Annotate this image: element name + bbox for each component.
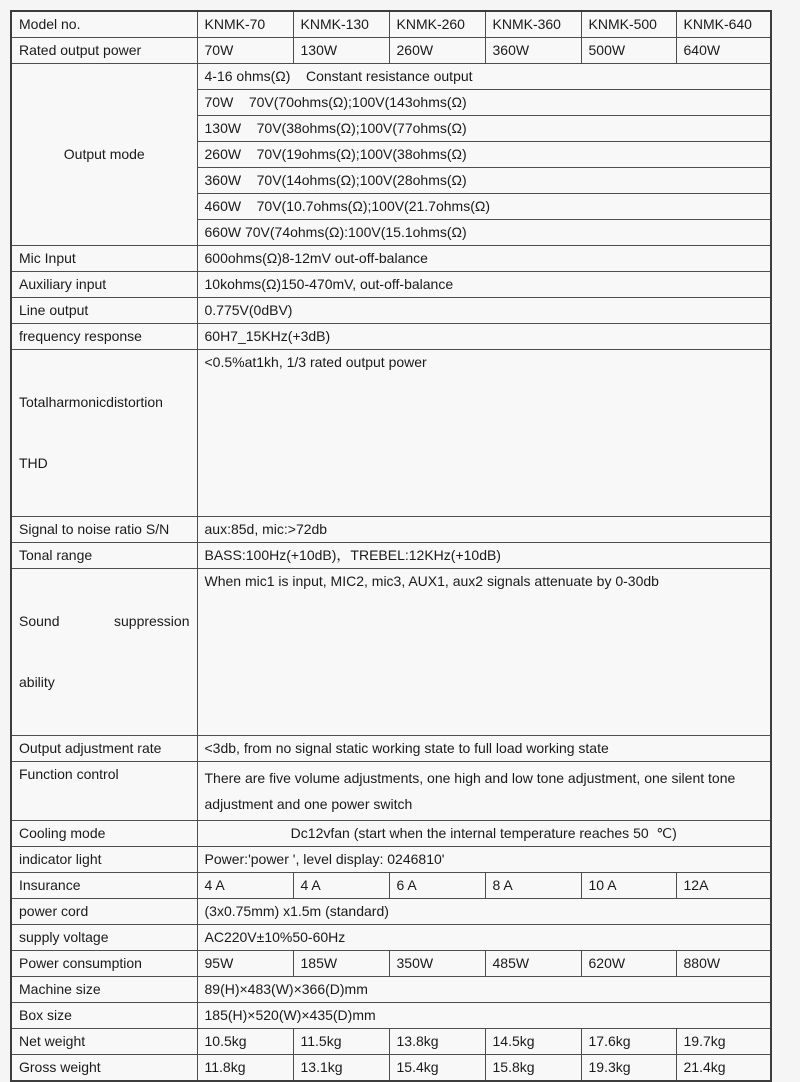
value-cell: 14.5kg [485, 1029, 581, 1055]
value-cell: 185(H)×520(W)×435(D)mm [197, 1003, 771, 1029]
row-model-no [11, 11, 771, 38]
row-tonal-range [11, 543, 771, 569]
value-cell: 460W 70V(10.7ohms(Ω);100V(21.7ohms(Ω) [197, 194, 771, 220]
value-cell: 880W [676, 951, 771, 977]
row-machine-size [11, 977, 771, 1003]
row-label: Gross weight [11, 1055, 197, 1082]
value-cell: 0.775V(0dBV) [197, 298, 771, 324]
row-label: Output mode [11, 64, 197, 246]
row-box-size [11, 1003, 771, 1029]
value-cell: 15.4kg [389, 1055, 485, 1082]
row-power-consumption [11, 951, 771, 977]
value-cell: Power:'power ', level display: 0246810' [197, 847, 771, 873]
value-cell: 4 A [197, 873, 293, 899]
row-label: Output adjustment rate [11, 736, 197, 762]
row-label: power cord [11, 899, 197, 925]
row-insurance [11, 873, 771, 899]
row-label [11, 569, 197, 736]
row-label-word: suppression [114, 613, 190, 629]
row-output-adjustment-rate [11, 736, 771, 762]
row-label: Model no. [11, 11, 197, 38]
row-label: indicator light [11, 847, 197, 873]
value-cell: 60H7_15KHz(+3dB) [197, 324, 771, 350]
value-cell: 8 A [485, 873, 581, 899]
value-cell: (3x0.75mm) x1.5m (standard) [197, 899, 771, 925]
value-cell: 260W 70V(19ohms(Ω);100V(38ohms(Ω) [197, 142, 771, 168]
value-cell: 600ohms(Ω)8-12mV out-off-balance [197, 246, 771, 272]
row-label-line: ability [19, 674, 55, 690]
row-output-mode [11, 64, 771, 90]
row-label: Net weight [11, 1029, 197, 1055]
row-label [11, 350, 197, 517]
value-cell: 350W [389, 951, 485, 977]
value-cell: aux:85d, mic:>72db [197, 517, 771, 543]
row-rated-output-power [11, 38, 771, 64]
value-cell: 4-16 ohms(Ω) Constant resistance output [197, 64, 771, 90]
row-signal-to-noise [11, 517, 771, 543]
value-cell: 13.8kg [389, 1029, 485, 1055]
row-label: Line output [11, 298, 197, 324]
row-label-line [19, 610, 190, 633]
value-cell: 19.3kg [581, 1055, 676, 1082]
value-cell: 485W [485, 951, 581, 977]
row-power-cord [11, 899, 771, 925]
row-label: Power consumption [11, 951, 197, 977]
value-cell: 10kohms(Ω)150-470mV, out-off-balance [197, 272, 771, 298]
value-cell: 360W [485, 38, 581, 64]
row-frequency-response [11, 324, 771, 350]
value-cell: 13.1kg [293, 1055, 389, 1082]
row-function-control [11, 762, 771, 821]
column-header-cell: KNMK-260 [389, 11, 485, 38]
value-cell: 11.5kg [293, 1029, 389, 1055]
value-cell: There are five volume adjustments, one high and low tone adjustment, one silent tone adjustment and one power switch [197, 762, 771, 821]
value-cell: 10 A [581, 873, 676, 899]
value-cell: 660W 70V(74ohms(Ω):100V(15.1ohms(Ω) [197, 220, 771, 246]
column-header-cell: KNMK-130 [293, 11, 389, 38]
column-header-cell: KNMK-500 [581, 11, 676, 38]
value-cell: 70W 70V(70ohms(Ω);100V(143ohms(Ω) [197, 90, 771, 116]
value-cell: 640W [676, 38, 771, 64]
value-cell: AC220V±10%50-60Hz [197, 925, 771, 951]
row-label: Function control [11, 762, 197, 821]
value-cell: 130W [293, 38, 389, 64]
column-header-cell: KNMK-640 [676, 11, 771, 38]
row-supply-voltage [11, 925, 771, 951]
value-cell: 95W [197, 951, 293, 977]
value-cell: <0.5%at1kh, 1/3 rated output power [197, 350, 771, 517]
spec-sheet [10, 10, 772, 1082]
row-cooling-mode [11, 821, 771, 847]
value-cell: 360W 70V(14ohms(Ω);100V(28ohms(Ω) [197, 168, 771, 194]
value-cell: 11.8kg [197, 1055, 293, 1082]
row-indicator-light [11, 847, 771, 873]
row-label: supply voltage [11, 925, 197, 951]
value-cell: 89(H)×483(W)×366(D)mm [197, 977, 771, 1003]
value-cell: Dc12vfan (start when the internal temperature reaches 50 ℃) [197, 821, 771, 847]
row-label: Insurance [11, 873, 197, 899]
row-label: Machine size [11, 977, 197, 1003]
value-cell: 6 A [389, 873, 485, 899]
value-cell: 21.4kg [676, 1055, 771, 1082]
row-sound-suppression [11, 569, 771, 736]
row-label-line: THD [19, 455, 48, 471]
value-cell: BASS:100Hz(+10dB)，TREBEL:12KHz(+10dB) [197, 543, 771, 569]
row-gross-weight [11, 1055, 771, 1082]
row-net-weight [11, 1029, 771, 1055]
value-cell: 260W [389, 38, 485, 64]
value-cell: When mic1 is input, MIC2, mic3, AUX1, aux2 signals attenuate by 0-30db [197, 569, 771, 736]
row-label: frequency response [11, 324, 197, 350]
row-label-line: Totalharmonicdistortion [19, 394, 163, 410]
value-cell: 19.7kg [676, 1029, 771, 1055]
row-label: Mic Input [11, 246, 197, 272]
row-label: Cooling mode [11, 821, 197, 847]
row-mic-input [11, 246, 771, 272]
row-label: Tonal range [11, 543, 197, 569]
row-label: Auxiliary input [11, 272, 197, 298]
value-cell: <3db, from no signal static working state to full load working state [197, 736, 771, 762]
row-line-output [11, 298, 771, 324]
value-cell: 15.8kg [485, 1055, 581, 1082]
row-label: Signal to noise ratio S/N [11, 517, 197, 543]
value-cell: 70W [197, 38, 293, 64]
value-cell: 12A [676, 873, 771, 899]
value-cell: 17.6kg [581, 1029, 676, 1055]
row-label: Rated output power [11, 38, 197, 64]
row-label: Box size [11, 1003, 197, 1029]
row-label-word: Sound [19, 613, 60, 629]
value-cell: 500W [581, 38, 676, 64]
value-cell: 4 A [293, 873, 389, 899]
value-cell: 620W [581, 951, 676, 977]
value-cell: 130W 70V(38ohms(Ω);100V(77ohms(Ω) [197, 116, 771, 142]
row-auxiliary-input [11, 272, 771, 298]
column-header-cell: KNMK-70 [197, 11, 293, 38]
value-cell: 10.5kg [197, 1029, 293, 1055]
row-thd [11, 350, 771, 517]
value-cell: 185W [293, 951, 389, 977]
spec-table [10, 10, 772, 1082]
column-header-cell: KNMK-360 [485, 11, 581, 38]
